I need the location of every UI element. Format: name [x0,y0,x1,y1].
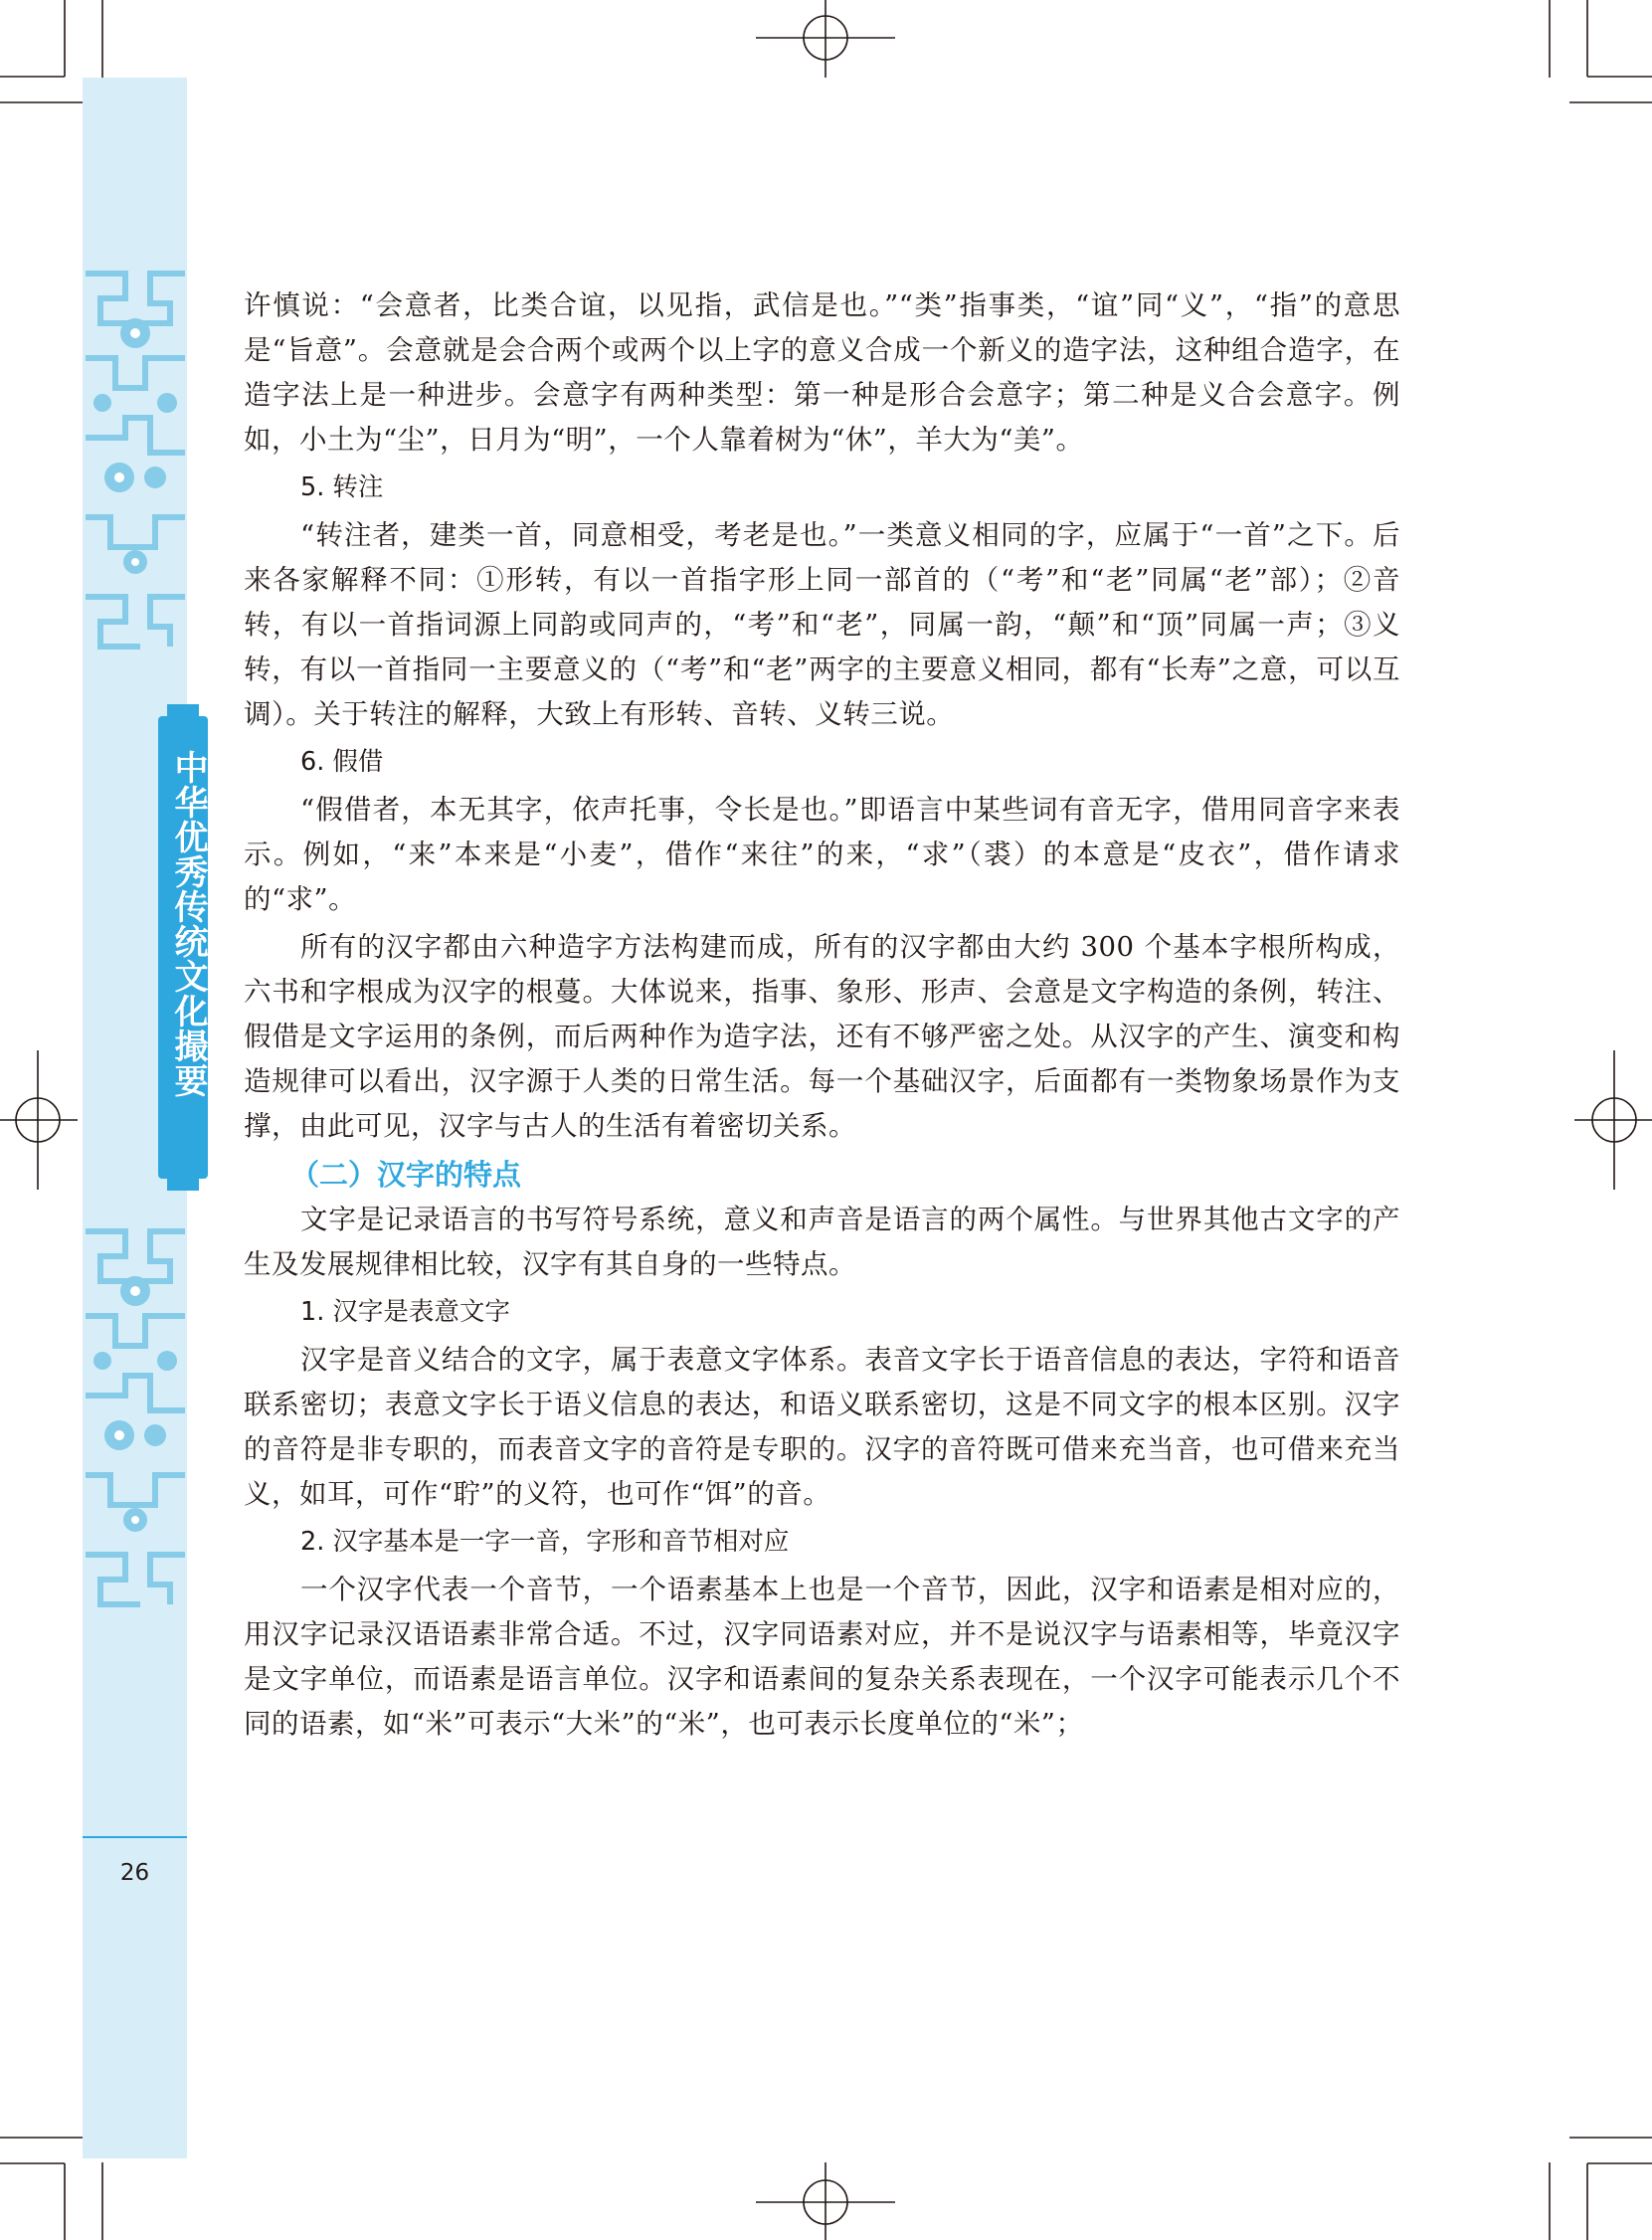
subheading-ideographic: 1. 汉字是表意文字 [300,1297,510,1327]
ornament-pattern-top [78,264,193,652]
title-cap-bottom [167,1177,199,1191]
subheading-zhuanzhu: 5. 转注 [300,472,384,502]
vertical-book-title-box [158,716,208,1179]
ornament-pattern-bottom [78,1221,193,1609]
paragraph-features-intro: 文字是记录语言的书写符号系统，意义和声音是语言的两个属性。与世界其他古文字的产生及发展规律相比较，汉字有其自身的一些特点。 [244,1204,1400,1280]
paragraph-jiajie: “假借者，本无其字，依声托事，令长是也。”即语言中某些词有音无字，借用同音字来表示。例如，“来”本来是“小麦”，借作“来往”的来，“求”（裘）的本意是“皮衣”，借作请求的“求”。 [244,794,1400,915]
paragraph-huiyi: 许慎说：“会意者，比类合谊，以见指，武信是也。”“类”指事类，“谊”同“义”，“指”的意思是“旨意”。会意就是会合两个或两个以上字的意义合成一个新义的造字法，这种组合造字，在造字法上是一种进步。会意字有两种类型：第一种是形合会意字；第二种是义合会意字。例如，小土为“尘”，日月为“明”，一个人靠着树为“休”，羊大为“美”。 [244,289,1400,456]
paragraph-ideographic: 汉字是音义结合的文字，属于表意文字体系。表音文字长于语音信息的表达，字符和语音联系密切；表意文字长于语义信息的表达，和语义联系密切，这是不同文字的根本区别。汉字的音符是非专职的，而表音文字的音符是专职的。汉字的音符既可借来充当音，也可借来充当义，如耳，可作“聍”的义符，也可作“饵”的音。 [244,1344,1400,1510]
subheading-one-char-one-syllable: 2. 汉字基本是一字一音，字形和音节相对应 [300,1527,790,1557]
paragraph-zhuanzhu: “转注者，建类一首，同意相受，考老是也。”一类意义相同的字，应属于“一首”之下。后来各家解释不同：①形转，有以一首指字形上同一部首的（“考”和“老”同属“老”部）；②音转，有以一首指词源上同韵或同声的，“考”和“老”，同属一韵，“颠”和“顶”同属一声；③义转，有以一首指同一主要意义的（“考”和“老”两字的主要意义相同，都有“长寿”之意，可以互调）。关于转注的解释，大致上有形转、音转、义转三说。 [244,519,1400,730]
subheading-jiajie: 6. 假借 [300,747,384,777]
paragraph-one-char-one-syllable: 一个汉字代表一个音节，一个语素基本上也是一个音节，因此，汉字和语素是相对应的，用汉字记录汉语语素非常合适。不过，汉字同语素对应，并不是说汉字与语素相等，毕竟汉字是文字单位，而语素是语言单位。汉字和语素间的复杂关系表现在，一个汉字可能表示几个不同的语素，如“米”可表示“大米”的“米”，也可表示长度单位的“米”； [244,1574,1400,1740]
page-body [244,283,1400,1747]
page-number: 26 [119,1860,150,1886]
paragraph-summary: 所有的汉字都由六种造字方法构建而成，所有的汉字都由大约 300 个基本字根所构成，六书和字根成为汉字的根蔓。大体说来，指事、象形、形声、会意是文字构造的条例，转注、假借是文字运用的条例，而后两种作为造字法，还有不够严密之处。从汉字的产生、演变和构造规律可以看出，汉字源于人类的日常生活。每一个基础汉字，后面都有一类物象场景作为支撑，由此可见，汉字与古人的生活有着密切关系。 [244,931,1400,1142]
vertical-book-title: 中华优秀传统文化撮要 [168,750,208,1098]
section-heading-features: （二）汉字的特点 [290,1158,522,1192]
